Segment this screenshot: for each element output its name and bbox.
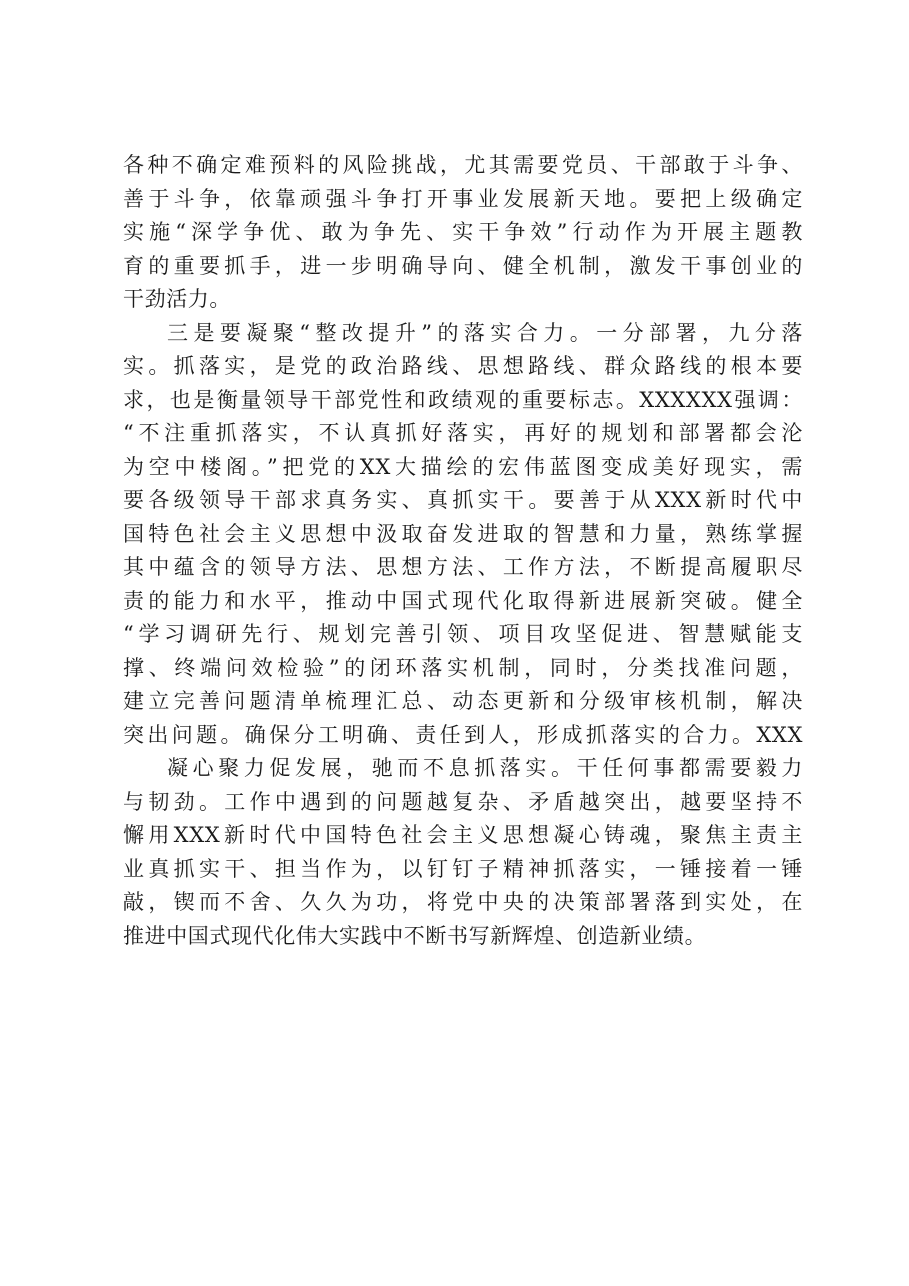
text-line: 其中蕴含的领导方法、思想方法、工作方法，不断提高履职尽 [123,555,803,579]
text-line: 实施“深学争优、敢为争先、实干争效”行动作为开展主题教 [123,220,803,244]
text-line: 敲，锲而不舍、久久为功，将党中央的决策部署落到实处，在 [123,890,803,914]
text-line: 各种不确定难预料的风险挑战，尤其需要党员、干部敢于斗争、 [123,153,803,177]
text-line: 突出问题。确保分工明确、责任到人，形成抓落实的合力。XXX [123,722,803,747]
text-line: 干劲活力。 [123,287,231,311]
text-line: 三是要凝聚“整改提升”的落实合力。一分部署，九分落 [167,320,803,345]
text-line: 善于斗争，依靠顽强斗争打开事业发展新天地。要把上级确定 [123,186,803,211]
text-line: 求，也是衡量领导干部党性和政绩观的重要标志。XXXXXX强调： [123,387,803,412]
text-line: 为空中楼阁。”把党的XX大描绘的宏伟蓝图变成美好现实，需 [123,454,803,479]
text-line: 实。抓落实，是党的政治路线、思想路线、群众路线的根本要 [123,354,803,378]
text-line: 业真抓实干、担当作为，以钉钉子精神抓落实，一锤接着一锤 [123,856,803,881]
text-line: 育的重要抓手，进一步明确导向、健全机制，激发干事创业的 [123,253,803,278]
text-line: “不注重抓落实，不认真抓好落实，再好的规划和部署都会沦 [123,421,803,445]
text-line: 懈用XXX新时代中国特色社会主义思想凝心铸魂，聚焦主责主 [123,823,803,847]
text-line: 要各级领导干部求真务实、真抓实干。要善于从XXX新时代中 [123,488,803,512]
text-line: 国特色社会主义思想中汲取奋发进取的智慧和力量，熟练掌握 [123,521,803,546]
text-line: “学习调研先行、规划完善引领、项目攻坚促进、智慧赋能支 [123,622,803,646]
text-line: 建立完善问题清单梳理汇总、动态更新和分级审核机制，解决 [123,689,803,713]
text-line: 凝心聚力促发展，驰而不息抓落实。干任何事都需要毅力 [167,756,803,780]
text-line: 与韧劲。工作中遇到的问题越复杂、矛盾越突出，越要坚持不 [123,789,803,814]
text-line: 推进中国式现代化伟大实践中不断书写新辉煌、创造新业绩。 [123,923,707,948]
body-text [123,149,803,953]
text-line: 撑、终端问效检验”的闭环落实机制，同时，分类找准问题， [123,655,803,680]
text-line: 责的能力和水平，推动中国式现代化取得新进展新突破。健全 [123,588,803,613]
